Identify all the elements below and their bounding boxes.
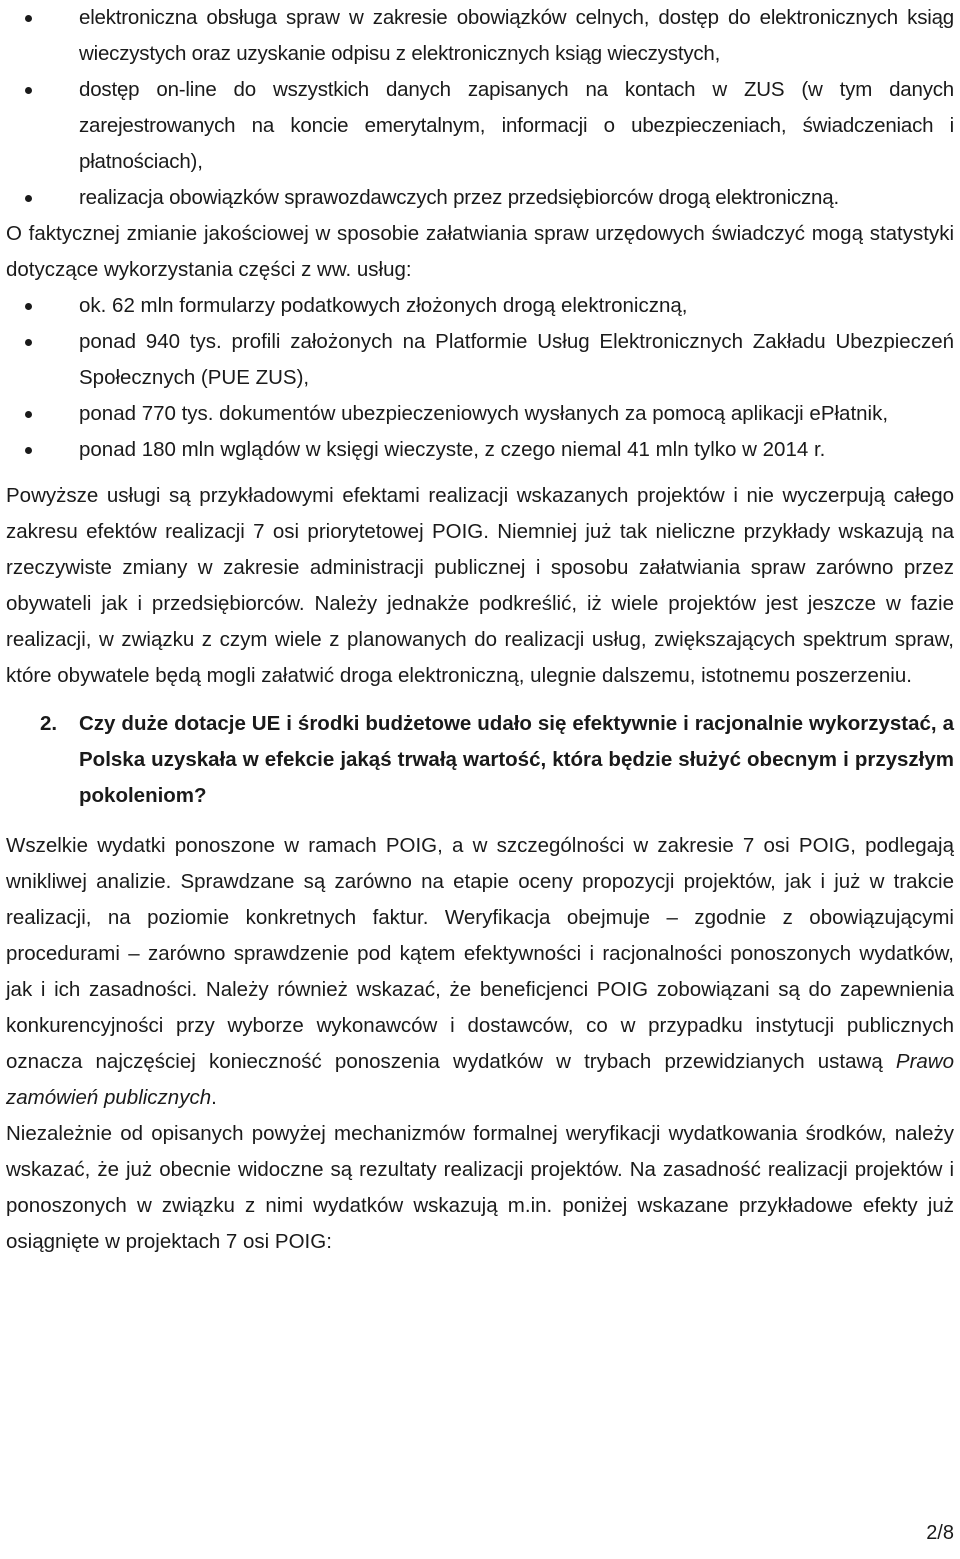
list-item — [6, 180, 954, 216]
list-item-text: ponad 770 tys. dokumentów ubezpieczeniowych wysłanych za pomocą aplikacji ePłatnik, — [79, 402, 889, 425]
list-item-text: elektroniczna obsługa spraw w zakresie obowiązków celnych, dostęp do elektronicznych ksiąg wieczystych oraz uzyskanie odpisu z elektronicznych ksiąg wieczystych, — [79, 6, 954, 65]
list-item — [6, 0, 954, 72]
expenses-paragraph — [6, 828, 954, 1116]
list-item-text: ok. 62 mln formularzy podatkowych złożonych drogą elektroniczną, — [79, 294, 688, 317]
list-item-text: ponad 180 mln wglądów w księgi wieczyste, z czego niemal 41 mln tylko w 2014 r. — [79, 438, 826, 461]
statistics-list — [6, 288, 954, 468]
list-item — [6, 288, 954, 324]
bullet-icon — [25, 15, 32, 22]
bullet-icon — [25, 195, 32, 202]
bullet-icon — [25, 87, 32, 94]
question-number: 2. — [40, 712, 58, 735]
bullet-icon — [25, 411, 32, 418]
summary-paragraph: Powyższe usługi są przykładowymi efektami realizacji wskazanych projektów i nie wyczerpują całego zakresu efektów realizacji 7 osi priorytetowej POIG. Niemniej już tak nieliczne przykłady wskazują na rzeczywiste zmiany w zakresie administracji publicznej i sposobu załatwiania spraw zarówno przez obywateli jak i przedsiębiorców. Należy jednakże podkreślić, iż wiele projektów jest jeszcze w fazie realizacji, w związku z czym wiele z planowanych do realizacji usług, zwiększających spektrum spraw, które obywatele będą mogli załatwić droga elektroniczną, ulegnie dalszemu, istotnemu poszerzeniu. — [6, 484, 954, 687]
bullet-icon — [25, 447, 32, 454]
law-title: Prawo zamówień publicznych — [6, 1050, 954, 1109]
bullet-icon — [25, 303, 32, 310]
list-item — [6, 432, 954, 468]
services-list — [6, 0, 954, 216]
list-item-text: dostęp on-line do wszystkich danych zapisanych na kontach w ZUS (w tym danych zarejestrowanych na koncie emerytalnym, informacji o ubezpieczeniach, świadczeniach i płatnościach), — [79, 78, 954, 173]
expenses-end: . — [211, 1086, 217, 1109]
bullet-icon — [25, 339, 32, 346]
statistics-intro-paragraph: O faktycznej zmianie jakościowej w sposobie załatwiania spraw urzędowych świadczyć mogą statystyki dotyczące wykorzystania części z ww. usług: — [6, 222, 954, 281]
question-heading — [6, 706, 954, 814]
document-page — [6, 0, 954, 1260]
expenses-text: Wszelkie wydatki ponoszone w ramach POIG, a w szczególności w zakresie 7 osi POIG, podlegają wnikliwej analizie. Sprawdzane są zarówno na etapie oceny propozycji projektów, jak i już w trakcie realizacji, na poziomie konkretnych faktur. Weryfikacja obejmuje – zgodnie z obowiązującymi procedurami – zarówno sprawdzenie pod kątem efektywności i racjonalności ponoszonych wydatków, jak i ich zasadności. Należy również wskazać, że beneficjenci POIG zobowiązani są do zapewnienia konkurencyjności przy wyborze wykonawców i dostawców, co w przypadku instytucji publicznych oznacza najczęściej konieczność ponoszenia wydatków w trybach przewidzianych ustawą — [6, 834, 954, 1073]
page-number: 2/8 — [926, 1522, 954, 1544]
list-item-text: realizacja obowiązków sprawozdawczych przez przedsiębiorców drogą elektroniczną. — [79, 186, 839, 209]
list-item — [6, 396, 954, 432]
spacer — [6, 468, 954, 478]
list-item — [6, 72, 954, 180]
question-text: Czy duże dotacje UE i środki budżetowe udało się efektywnie i racjonalnie wykorzystać, a Polska uzyskała w efekcie jakąś trwałą wartość, która będzie służyć obecnym i przyszłym pokoleniom? — [79, 712, 954, 807]
list-item — [6, 324, 954, 396]
effects-paragraph: Niezależnie od opisanych powyżej mechanizmów formalnej weryfikacji wydatkowania środków, należy wskazać, że już obecnie widoczne są rezultaty realizacji projektów. Na zasadność realizacji projektów i ponoszonych w związku z nimi wydatków wskazują m.in. poniżej wskazane przykładowe efekty już osiągnięte w projektach 7 osi POIG: — [6, 1122, 954, 1253]
list-item-text: ponad 940 tys. profili założonych na Platformie Usług Elektronicznych Zakładu Ubezpieczeń Społecznych (PUE ZUS), — [79, 330, 954, 389]
